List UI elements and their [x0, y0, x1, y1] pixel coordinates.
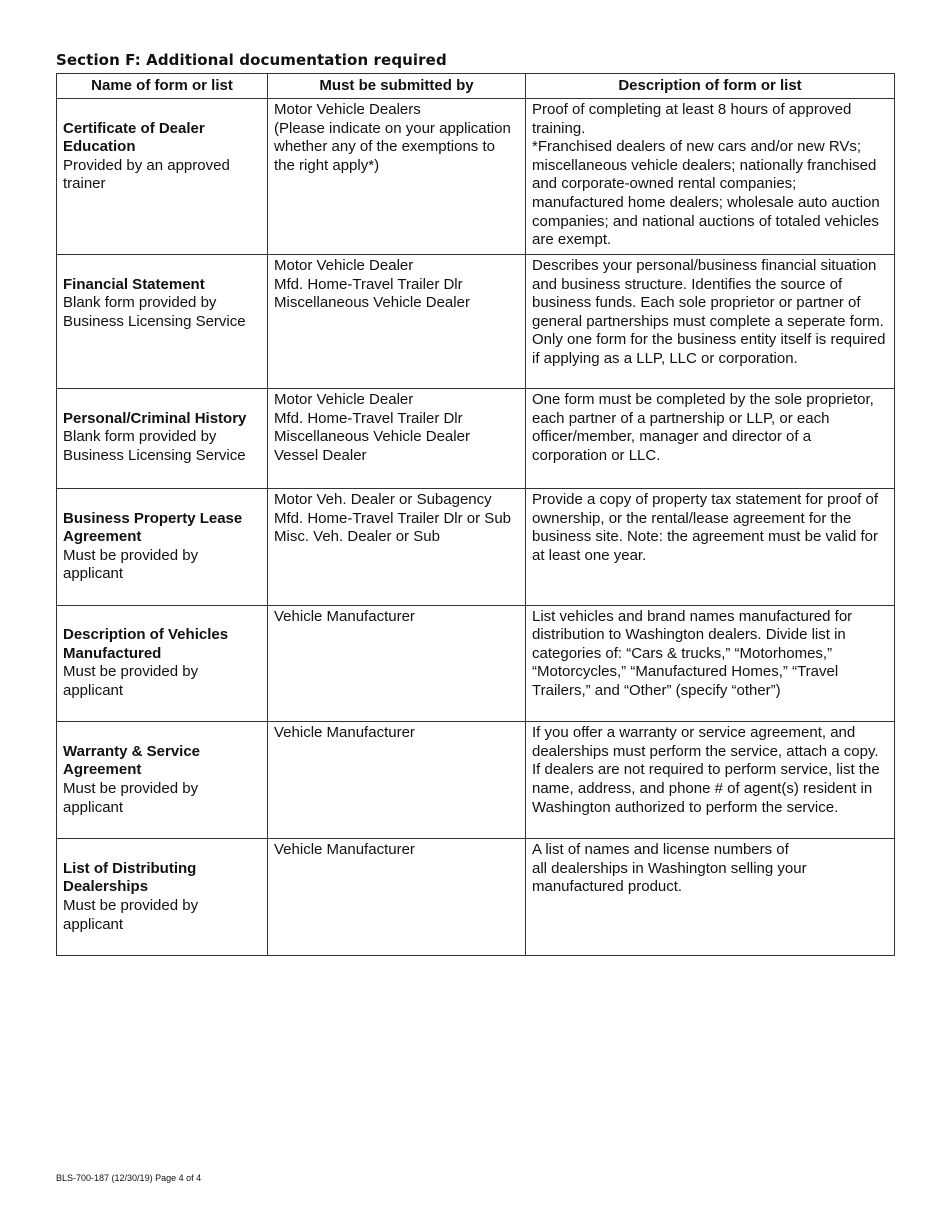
column-header-submitted-by: Must be submitted by	[268, 74, 526, 99]
form-name: Warranty & Service Agreement	[63, 742, 201, 779]
form-source: Must be provided by applicant	[63, 663, 199, 699]
form-name: Description of Vehicles Manufactured	[63, 626, 229, 662]
table-row	[57, 839, 895, 956]
form-name: List of Distributing Dealerships	[63, 859, 197, 896]
description-cell: If you offer a warranty or service agreement, and dealerships must perform the service, attach a copy. If dealers are not required to perform service, list the name, address, and phone # of agent(s) resident in Washington authorized to perform the service.	[526, 722, 895, 839]
form-name: Personal/Criminal History	[63, 409, 247, 427]
table-row	[57, 722, 895, 839]
submitted-by-cell: Motor Veh. Dealer or Subagency Mfd. Home-Travel Trailer Dlr or Sub Misc. Veh. Dealer or Sub	[268, 489, 526, 606]
description-cell: Describes your personal/business financial situation and business structure. Identifies the source of business funds. Each sole proprietor or partner of general partnerships must complete a seperate form. Only one form for the business entity itself is required if applying as a LLP, LLC or corporation.	[526, 255, 895, 389]
form-source: Blank form provided by Business Licensing Service	[63, 428, 246, 464]
submitted-by-cell: Motor Vehicle Dealer Mfd. Home-Travel Trailer Dlr Miscellaneous Vehicle Dealer Vessel Dealer	[268, 389, 526, 489]
form-name-cell	[57, 255, 268, 389]
form-name: Certificate of Dealer Education	[63, 119, 205, 156]
column-header-description: Description of form or list	[526, 74, 895, 99]
table-row	[57, 605, 895, 722]
form-name-cell	[57, 722, 268, 839]
table-row	[57, 99, 895, 255]
description-cell: List vehicles and brand names manufactured for distribution to Washington dealers. Divide list in categories of: “Cars & trucks,” “Motorhomes,” “Motorcycles,” “Manufactured Homes,” “Travel Trailers,” and “Other” (specify “other”)	[526, 605, 895, 722]
table-row	[57, 489, 895, 606]
form-name-cell	[57, 839, 268, 956]
submitted-by-cell: Vehicle Manufacturer	[268, 605, 526, 722]
form-name-cell	[57, 99, 268, 255]
table-row	[57, 255, 895, 389]
submitted-by-cell: Motor Vehicle Dealers (Please indicate on your application whether any of the exemptions to the right apply*)	[268, 99, 526, 255]
form-name-cell	[57, 605, 268, 722]
documentation-table	[56, 73, 895, 956]
form-source: Must be provided by applicant	[63, 546, 199, 583]
column-header-name: Name of form or list	[57, 74, 268, 99]
table-row	[57, 389, 895, 489]
form-name-cell	[57, 489, 268, 606]
section-title: Section F: Additional documentation required	[56, 51, 447, 69]
form-name-cell	[57, 389, 268, 489]
form-source: Provided by an approved trainer	[63, 156, 230, 193]
form-source: Must be provided by applicant	[63, 779, 199, 816]
description-cell: Provide a copy of property tax statement for proof of ownership, or the rental/lease agreement for the business site. Note: the agreement must be valid for at least one year.	[526, 489, 895, 606]
form-source: Must be provided by applicant	[63, 896, 199, 933]
submitted-by-cell: Vehicle Manufacturer	[268, 722, 526, 839]
form-name: Business Property Lease Agreement	[63, 509, 243, 546]
form-source: Blank form provided by Business Licensing Service	[63, 294, 246, 330]
description-cell: Proof of completing at least 8 hours of approved training. *Franchised dealers of new cars and/or new RVs; miscellaneous vehicle dealers; nationally franchised and corporate-owned rental companies; manufactured home dealers; wholesale auto auction companies; and national auctions of totaled vehicles are exempt.	[526, 99, 895, 255]
submitted-by-cell: Vehicle Manufacturer	[268, 839, 526, 956]
page-footer: BLS-700-187 (12/30/19) Page 4 of 4	[56, 1173, 202, 1183]
form-name: Financial Statement	[63, 275, 205, 293]
description-cell: A list of names and license numbers of all dealerships in Washington selling your manufactured product.	[526, 839, 895, 956]
description-cell: One form must be completed by the sole proprietor, each partner of a partnership or LLP, or each officer/member, manager and director of a corporation or LLC.	[526, 389, 895, 489]
submitted-by-cell: Motor Vehicle Dealer Mfd. Home-Travel Trailer Dlr Miscellaneous Vehicle Dealer	[268, 255, 526, 389]
table-header-row	[57, 74, 895, 99]
